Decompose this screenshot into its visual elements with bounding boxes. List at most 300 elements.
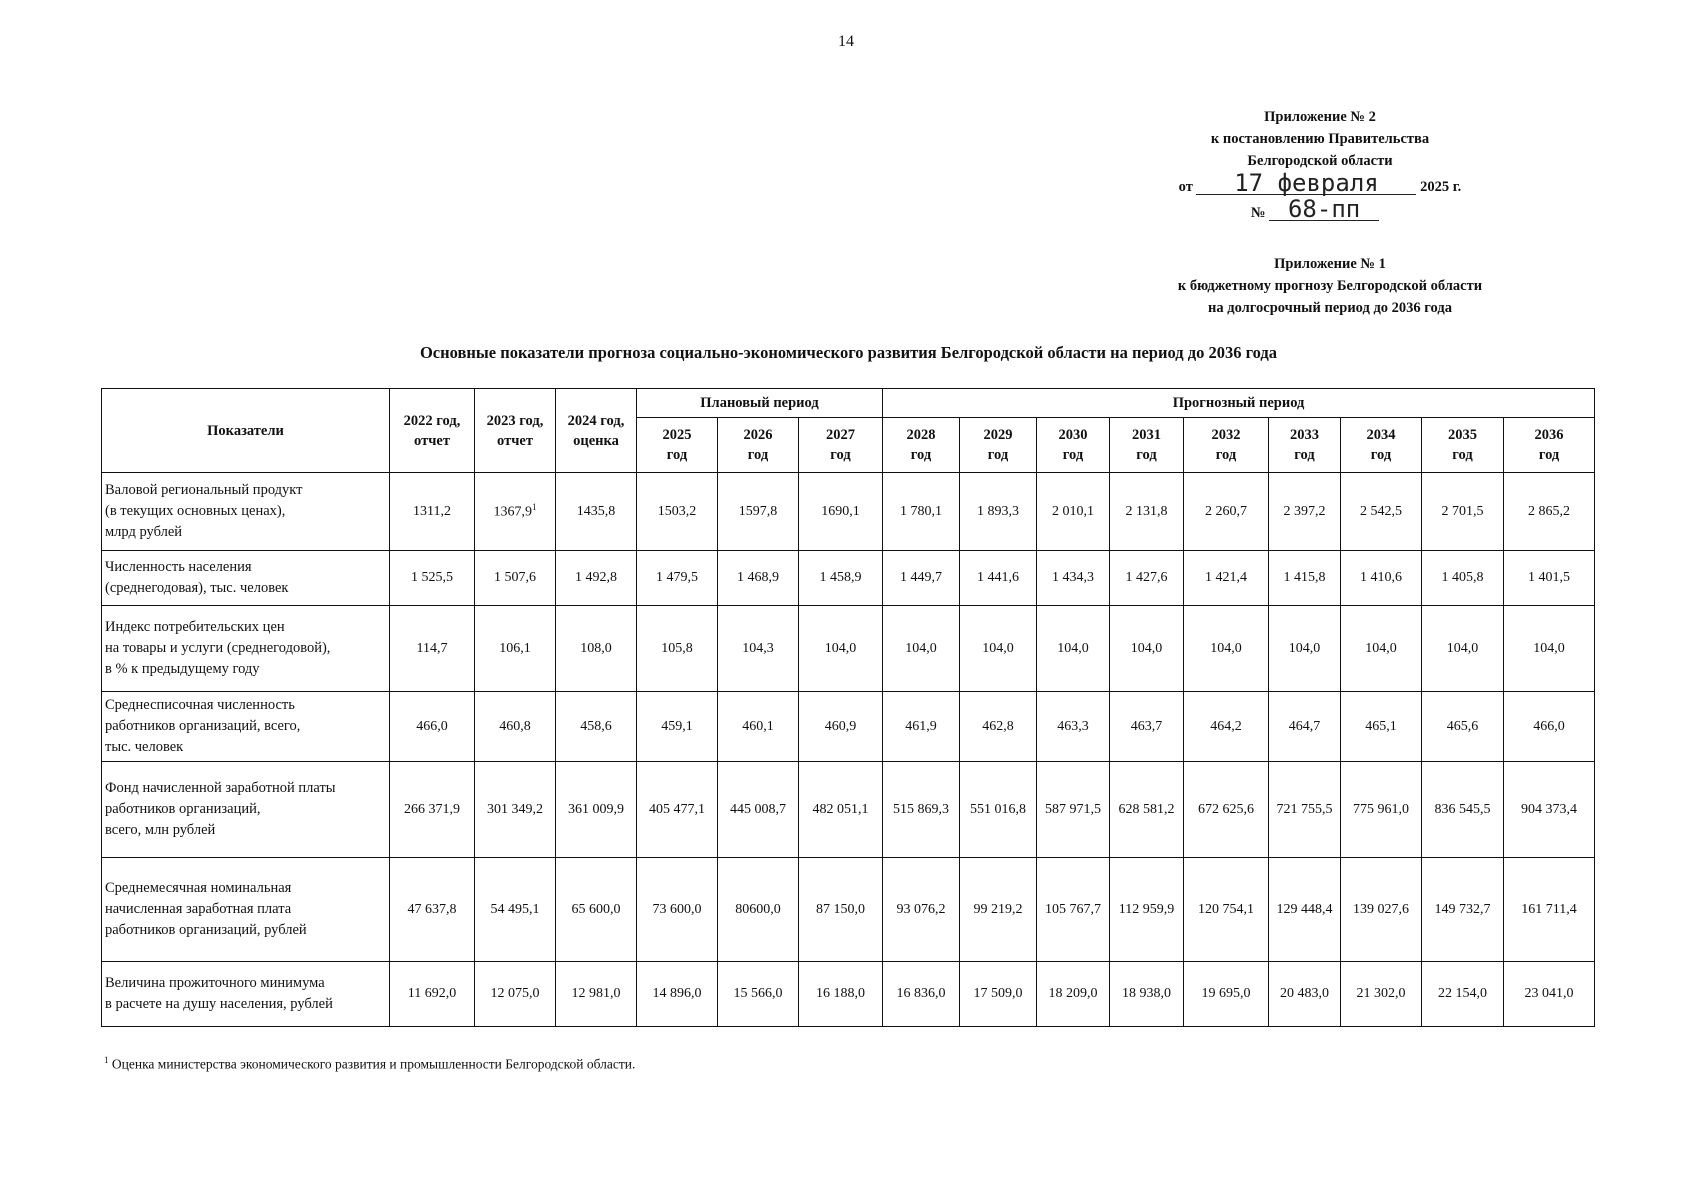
appendix-2-line1: к постановлению Правительства <box>1210 131 1430 147</box>
value-text: 1 780,1 <box>900 503 942 519</box>
value-text: 515 869,3 <box>893 801 949 817</box>
value-text: 460,8 <box>499 718 531 734</box>
indicator-label-line: (среднегодовая), тыс. человек <box>105 580 289 596</box>
document-title: Основные показатели прогноза социально-экономического развития Белгородской области на период до 2036 года <box>419 343 1278 362</box>
value-text: 65 600,0 <box>571 901 621 917</box>
value-cell <box>1504 858 1595 962</box>
value-cell <box>1037 962 1110 1027</box>
value-text: 464,7 <box>1288 718 1321 734</box>
value-text: 16 836,0 <box>896 986 946 1001</box>
value-cell <box>390 692 475 762</box>
header-year-word: год <box>1452 447 1473 463</box>
value-text: 482 051,1 <box>812 801 869 817</box>
value-text: 11 692,0 <box>407 986 457 1001</box>
handwritten-date: 17 февраля <box>1196 172 1416 195</box>
value-cell <box>637 962 718 1027</box>
value-text: 628 581,2 <box>1118 801 1175 817</box>
header-year-number: 2027 <box>826 427 855 443</box>
value-cell <box>1504 606 1595 692</box>
value-cell <box>475 762 556 858</box>
value-text: 17 509,0 <box>973 986 1023 1001</box>
value-text: 445 008,7 <box>730 801 786 817</box>
header-year <box>883 418 960 473</box>
value-cell <box>1504 551 1595 606</box>
value-text: 459,1 <box>661 718 693 734</box>
indicator-label-line: Валовой региональный продукт <box>105 482 303 498</box>
value-cell <box>1184 606 1269 692</box>
value-cell <box>799 762 883 858</box>
header-year <box>1184 418 1269 473</box>
value-text: 47 637,8 <box>407 901 457 917</box>
value-cell <box>637 473 718 551</box>
value-cell <box>1341 551 1422 606</box>
value-cell <box>799 606 883 692</box>
value-cell <box>556 551 637 606</box>
value-text: 460,9 <box>824 718 857 734</box>
value-text: 104,0 <box>1446 640 1479 656</box>
indicator-label-line: Среднесписочная численность <box>105 697 295 713</box>
value-text: 12 075,0 <box>490 986 540 1001</box>
header-2022-year: 2022 год, <box>403 412 461 429</box>
value-cell <box>1341 858 1422 962</box>
value-cell <box>799 858 883 962</box>
value-text: 20 483,0 <box>1280 986 1329 1001</box>
value-text: 2 131,8 <box>1125 503 1168 519</box>
value-cell <box>883 762 960 858</box>
value-cell <box>637 858 718 962</box>
value-text: 104,0 <box>1288 640 1321 656</box>
value-text: 80600,0 <box>735 901 781 917</box>
value-text: 1 507,6 <box>494 570 536 585</box>
header-year-number: 2033 <box>1290 427 1319 443</box>
indicator-label-line: работников организаций, всего, <box>105 718 301 734</box>
value-cell <box>1110 551 1184 606</box>
value-cell <box>556 473 637 551</box>
row-indicator-label <box>102 551 390 606</box>
header-year-word: год <box>830 447 851 463</box>
value-text: 22 154,0 <box>1438 986 1487 1001</box>
value-cell <box>390 762 475 858</box>
value-text: 108,0 <box>580 640 612 656</box>
value-cell <box>1110 606 1184 692</box>
header-forecast-period: Прогнозный период <box>883 389 1595 418</box>
value-cell <box>1269 551 1341 606</box>
value-cell <box>960 762 1037 858</box>
value-cell <box>960 473 1037 551</box>
value-text: 104,0 <box>1130 640 1163 656</box>
footnote-text: Оценка министерства экономического развития и промышленности Белгородской области. <box>108 1056 636 1072</box>
value-text: 466,0 <box>416 718 448 734</box>
indicator-label-line: на товары и услуги (среднегодовой), <box>105 640 331 656</box>
header-year-number: 2029 <box>983 427 1013 443</box>
value-text: 1 427,6 <box>1125 570 1168 585</box>
header-year <box>1422 418 1504 473</box>
value-cell <box>475 473 556 551</box>
header-year <box>1341 418 1422 473</box>
value-text: 93 076,2 <box>896 901 946 917</box>
header-year <box>1269 418 1341 473</box>
value-cell <box>1110 473 1184 551</box>
value-text: 466,0 <box>1533 718 1565 734</box>
table-row <box>102 551 1595 606</box>
value-cell <box>390 473 475 551</box>
indicator-label-line: в % к предыдущему году <box>105 661 260 677</box>
value-cell <box>1110 692 1184 762</box>
value-cell <box>1422 606 1504 692</box>
value-text: 405 477,1 <box>649 801 705 817</box>
value-cell <box>718 606 799 692</box>
value-cell <box>1110 962 1184 1027</box>
indicator-label-line: Величина прожиточного минимума <box>105 975 325 991</box>
value-cell <box>1037 858 1110 962</box>
indicator-label-line: (в текущих основных ценах), <box>105 503 286 519</box>
handwritten-number: 68-пп <box>1269 198 1379 221</box>
header-2024-year: 2024 год, <box>567 412 625 429</box>
table-row <box>102 606 1595 692</box>
row-indicator-label <box>102 692 390 762</box>
value-cell <box>475 858 556 962</box>
value-text: 1 415,8 <box>1283 570 1326 585</box>
number-prefix: № <box>1250 205 1266 221</box>
value-text: 104,0 <box>1210 640 1242 656</box>
value-cell <box>637 692 718 762</box>
value-text: 1503,2 <box>657 503 697 519</box>
value-cell <box>1037 606 1110 692</box>
indicator-label-line: Численность населения <box>105 559 252 575</box>
value-cell <box>556 962 637 1027</box>
header-year-word: год <box>1538 447 1560 463</box>
value-cell <box>1422 858 1504 962</box>
value-cell <box>799 473 883 551</box>
header-year-word: год <box>1370 447 1392 463</box>
header-year-word: год <box>1215 447 1237 463</box>
header-year-number: 2031 <box>1132 427 1161 443</box>
value-text: 301 349,2 <box>487 801 543 817</box>
value-text: 904 373,4 <box>1521 801 1578 817</box>
indicator-label-line: млрд рублей <box>105 524 183 540</box>
value-cell <box>1184 473 1269 551</box>
indicator-label-line: Индекс потребительских цен <box>105 619 285 635</box>
header-year-word: год <box>1062 447 1084 463</box>
header-year-number: 2026 <box>743 427 773 443</box>
value-cell <box>883 962 960 1027</box>
value-cell <box>1422 962 1504 1027</box>
value-text: 2 865,2 <box>1528 503 1571 519</box>
value-cell <box>1110 762 1184 858</box>
header-2022 <box>390 389 475 473</box>
value-cell <box>475 962 556 1027</box>
value-cell <box>475 551 556 606</box>
value-text: 104,0 <box>1057 640 1089 656</box>
value-cell <box>475 606 556 692</box>
value-text: 461,9 <box>905 718 937 734</box>
value-text: 87 150,0 <box>816 901 865 917</box>
value-text: 464,2 <box>1210 718 1242 734</box>
value-cell <box>1504 473 1595 551</box>
header-year <box>1504 418 1595 473</box>
value-cell <box>1269 858 1341 962</box>
value-text: 149 732,7 <box>1434 901 1491 917</box>
row-indicator-label <box>102 858 390 962</box>
value-text: 465,6 <box>1446 718 1479 734</box>
value-text: 1 479,5 <box>656 570 698 585</box>
value-cell <box>1037 473 1110 551</box>
value-text: 112 959,9 <box>1118 901 1175 917</box>
header-year-word: год <box>666 447 688 463</box>
value-text: 1 434,3 <box>1052 570 1094 585</box>
value-cell <box>1422 473 1504 551</box>
value-cell <box>1422 551 1504 606</box>
value-cell <box>390 962 475 1027</box>
value-text: 120 754,1 <box>1198 901 1254 917</box>
value-text: 2 010,1 <box>1052 503 1094 519</box>
value-text: 1 492,8 <box>575 570 617 585</box>
value-cell <box>960 606 1037 692</box>
value-cell <box>1184 762 1269 858</box>
value-cell <box>1341 762 1422 858</box>
value-text: 2 542,5 <box>1360 503 1402 519</box>
header-year-word: год <box>1294 447 1315 463</box>
indicator-label-line: работников организаций, рублей <box>105 922 307 938</box>
value-text: 104,0 <box>1533 640 1565 656</box>
value-cell <box>960 858 1037 962</box>
row-indicator-label <box>102 762 390 858</box>
header-year-word: год <box>910 447 932 463</box>
value-text: 266 371,9 <box>404 801 460 817</box>
value-cell <box>1269 962 1341 1027</box>
value-cell <box>883 551 960 606</box>
value-cell <box>960 962 1037 1027</box>
header-2022-type: отчет <box>414 432 450 449</box>
indicator-label-line: всего, млн рублей <box>105 822 216 838</box>
value-text: 12 981,0 <box>571 986 621 1001</box>
value-cell <box>637 551 718 606</box>
indicator-label-line: работников организаций, <box>105 801 261 817</box>
value-cell <box>883 692 960 762</box>
value-text: 463,3 <box>1057 718 1089 734</box>
header-year-number: 2035 <box>1448 427 1477 443</box>
header-year-word: год <box>747 447 769 463</box>
table-row <box>102 473 1595 551</box>
value-cell <box>390 551 475 606</box>
value-text: 463,7 <box>1130 718 1163 734</box>
value-cell <box>799 551 883 606</box>
header-2024 <box>556 389 637 473</box>
value-cell <box>1184 962 1269 1027</box>
header-year-word: год <box>987 447 1009 463</box>
row-indicator-label <box>102 962 390 1027</box>
value-cell <box>390 858 475 962</box>
header-year <box>799 418 883 473</box>
value-text: 1 468,9 <box>737 570 779 585</box>
header-year <box>718 418 799 473</box>
header-year-number: 2032 <box>1211 427 1241 443</box>
value-cell <box>960 551 1037 606</box>
table-body <box>102 473 1595 1027</box>
value-text: 2 397,2 <box>1283 503 1326 519</box>
value-cell <box>1037 762 1110 858</box>
value-text: 161 711,4 <box>1521 901 1577 917</box>
value-text: 1367,9 <box>493 504 532 520</box>
appendix-1-line2: на долгосрочный период до 2036 года <box>1208 300 1452 316</box>
value-text: 16 188,0 <box>816 986 865 1001</box>
value-cell <box>1269 606 1341 692</box>
value-cell <box>799 962 883 1027</box>
header-year-number: 2036 <box>1534 427 1564 443</box>
value-text: 54 495,1 <box>490 901 540 917</box>
value-text: 2 701,5 <box>1441 503 1484 519</box>
value-cell <box>556 858 637 962</box>
value-cell <box>637 762 718 858</box>
value-text: 106,1 <box>499 640 531 656</box>
footnote-mark: 1 <box>104 1055 109 1065</box>
indicator-label-line: начисленная заработная плата <box>105 901 292 917</box>
value-cell <box>475 692 556 762</box>
header-year-word: год <box>1136 447 1157 463</box>
value-cell <box>718 692 799 762</box>
header-year-number: 2025 <box>662 427 692 443</box>
value-text: 462,8 <box>982 718 1014 734</box>
value-cell <box>1184 692 1269 762</box>
appendix-2-title: Приложение № 2 <box>1264 109 1376 125</box>
header-indicator: Показатели <box>102 389 390 473</box>
value-text: 73 600,0 <box>652 901 702 917</box>
value-text: 775 961,0 <box>1353 801 1409 817</box>
value-text: 1 441,6 <box>977 570 1019 585</box>
header-year <box>1110 418 1184 473</box>
indicator-label-line: Среднемесячная номинальная <box>105 880 292 896</box>
header-year-number: 2028 <box>906 427 936 443</box>
value-text: 721 755,5 <box>1276 801 1333 817</box>
value-text: 104,0 <box>824 640 857 656</box>
value-cell <box>390 606 475 692</box>
page-number: 14 <box>838 33 854 50</box>
value-cell <box>1504 762 1595 858</box>
appendix-1-line1: к бюджетному прогнозу Белгородской области <box>1177 278 1483 294</box>
value-text: 15 566,0 <box>733 986 783 1001</box>
value-text: 1 893,3 <box>977 503 1019 519</box>
value-text: 19 695,0 <box>1201 986 1251 1001</box>
value-cell <box>1422 692 1504 762</box>
value-text: 129 448,4 <box>1276 901 1333 917</box>
value-text: 104,3 <box>742 640 774 656</box>
value-text: 104,0 <box>905 640 937 656</box>
value-cell <box>718 551 799 606</box>
header-year-number: 2034 <box>1366 427 1396 443</box>
value-text: 114,7 <box>416 640 448 656</box>
value-cell <box>1422 762 1504 858</box>
value-text: 551 016,8 <box>970 801 1026 817</box>
value-text: 99 219,2 <box>973 901 1023 917</box>
value-cell <box>556 762 637 858</box>
header-year <box>637 418 718 473</box>
footnote-reference: 1 <box>532 502 537 513</box>
value-text: 587 971,5 <box>1045 801 1101 817</box>
appendix-2-block <box>1150 106 1490 224</box>
footnote <box>104 1055 635 1073</box>
value-cell <box>1341 473 1422 551</box>
value-cell <box>556 692 637 762</box>
value-cell <box>883 858 960 962</box>
value-cell <box>1504 962 1595 1027</box>
indicator-label-line: тыс. человек <box>105 739 184 755</box>
value-cell <box>1037 551 1110 606</box>
value-cell <box>1269 762 1341 858</box>
value-cell <box>1269 692 1341 762</box>
table-row <box>102 762 1595 858</box>
value-text: 1 525,5 <box>411 570 453 585</box>
value-cell <box>637 606 718 692</box>
value-text: 460,1 <box>742 718 774 734</box>
value-cell <box>883 606 960 692</box>
value-cell <box>718 858 799 962</box>
value-cell <box>1341 962 1422 1027</box>
value-text: 105,8 <box>661 640 693 656</box>
indicator-label-line: Фонд начисленной заработной платы <box>105 780 336 796</box>
value-cell <box>1184 551 1269 606</box>
value-text: 1 405,8 <box>1441 570 1484 585</box>
row-indicator-label <box>102 606 390 692</box>
value-cell <box>1110 858 1184 962</box>
value-cell <box>1184 858 1269 962</box>
value-cell <box>718 762 799 858</box>
value-cell <box>799 692 883 762</box>
value-cell <box>718 473 799 551</box>
appendix-1-block <box>1120 253 1540 319</box>
value-text: 23 041,0 <box>1524 986 1574 1001</box>
table-row <box>102 962 1595 1027</box>
value-text: 18 938,0 <box>1122 986 1171 1001</box>
header-row-1 <box>102 389 1595 418</box>
value-text: 1435,8 <box>576 503 616 519</box>
value-text: 18 209,0 <box>1048 986 1098 1001</box>
value-text: 1 458,9 <box>819 570 862 585</box>
value-text: 104,0 <box>1365 640 1397 656</box>
value-cell <box>1037 692 1110 762</box>
header-2023-year: 2023 год, <box>486 412 544 429</box>
header-planned-period: Плановый период <box>637 389 883 418</box>
value-cell <box>1269 473 1341 551</box>
appendix-1-title: Приложение № 1 <box>1274 256 1386 272</box>
date-suffix: 2025 г. <box>1420 179 1462 195</box>
header-year <box>960 418 1037 473</box>
value-text: 1597,8 <box>738 503 778 519</box>
date-prefix: от <box>1178 179 1193 195</box>
value-cell <box>883 473 960 551</box>
value-cell <box>960 692 1037 762</box>
value-text: 465,1 <box>1365 718 1397 734</box>
appendix-2-line2: Белгородской области <box>1247 153 1393 169</box>
value-text: 105 767,7 <box>1045 901 1101 917</box>
value-cell <box>718 962 799 1027</box>
value-text: 1 421,4 <box>1205 570 1247 585</box>
row-indicator-label <box>102 473 390 551</box>
appendix-2-number-row <box>1140 195 1490 224</box>
header-2023 <box>475 389 556 473</box>
table-row <box>102 692 1595 762</box>
value-text: 836 545,5 <box>1434 801 1491 817</box>
value-text: 139 027,6 <box>1353 901 1409 917</box>
value-text: 1 401,5 <box>1528 570 1571 585</box>
value-cell <box>1341 692 1422 762</box>
header-year <box>1037 418 1110 473</box>
value-text: 1690,1 <box>821 503 860 519</box>
indicator-label-line: в расчете на душу населения, рублей <box>105 996 333 1012</box>
value-text: 1 410,6 <box>1360 570 1402 585</box>
header-year-number: 2030 <box>1058 427 1088 443</box>
value-text: 1311,2 <box>413 503 451 519</box>
value-text: 1 449,7 <box>900 570 942 585</box>
